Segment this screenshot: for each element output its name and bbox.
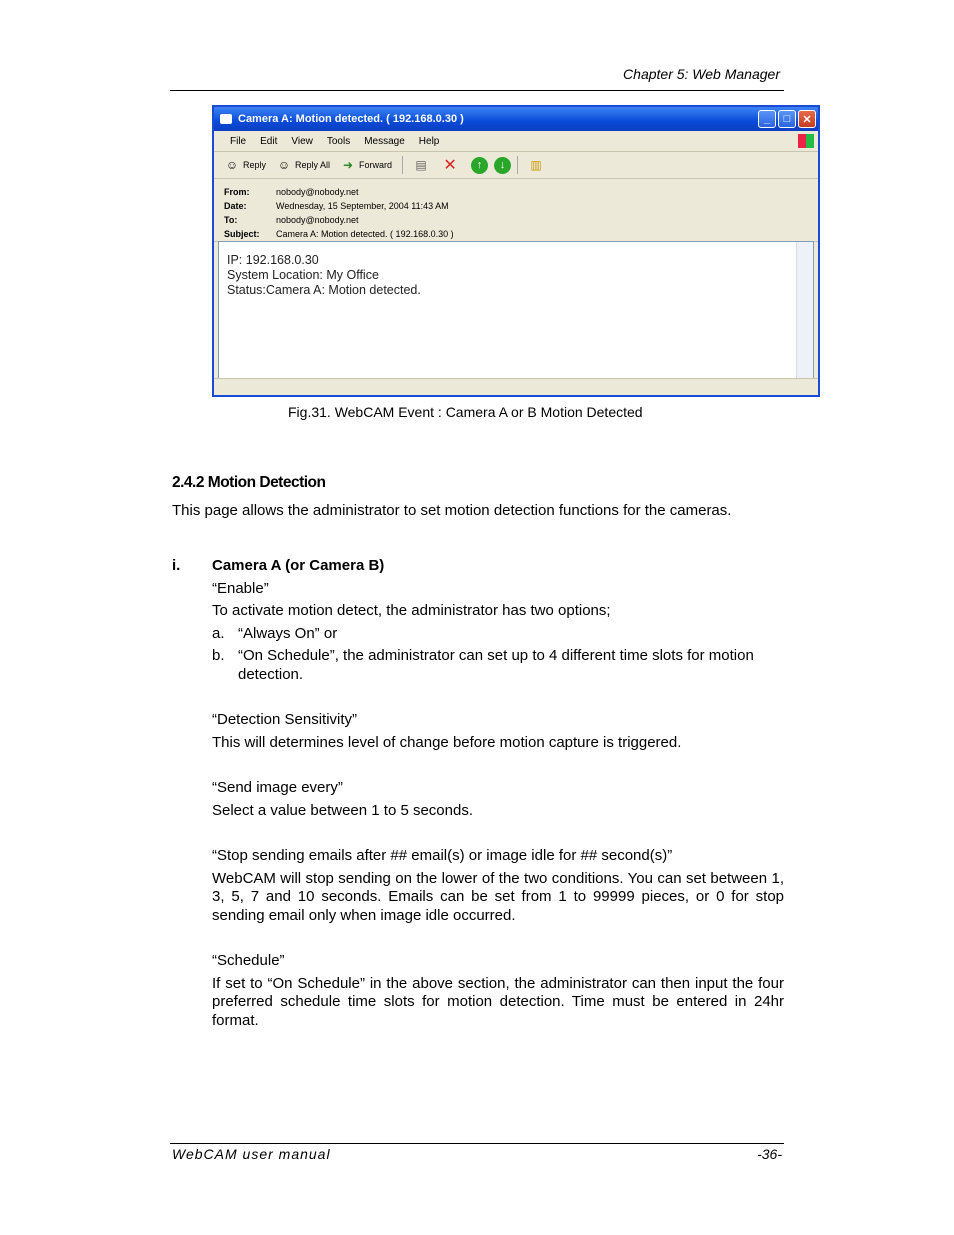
minimize-button[interactable]: _: [758, 110, 776, 128]
vertical-scrollbar[interactable]: [796, 242, 813, 378]
option-b: [212, 647, 784, 684]
menu-help[interactable]: Help: [418, 135, 440, 147]
option-a: [212, 625, 784, 644]
option-a-marker: a.: [212, 624, 225, 642]
forward-button[interactable]: [340, 158, 392, 172]
message-headers: [214, 179, 818, 242]
address-book-icon: ▥: [530, 158, 542, 172]
date-label: Date:: [224, 201, 247, 211]
next-down-arrow-icon[interactable]: ↓: [494, 157, 511, 174]
menu-edit[interactable]: Edit: [260, 135, 278, 147]
body-line-status: Status:Camera A: Motion detected.: [227, 283, 421, 297]
reply-label: Reply: [243, 160, 267, 170]
stop-sending-desc: WebCAM will stop sending on the lower of the two conditions. You can set between 1, 3, 5, 7 and 10 seconds. Emails can be set from 1 to 99999 pieces, or 0 for stop sending email only when image idle occurred.: [212, 869, 784, 924]
item-title: Camera A (or Camera B): [212, 557, 385, 574]
option-b-marker: b.: [212, 647, 225, 664]
option-b-text: “On Schedule”, the administrator can set up to 4 different time slots for motion detection.: [238, 647, 754, 683]
menu-view[interactable]: View: [291, 135, 313, 147]
toolbar-separator: [402, 156, 403, 174]
to-label: To:: [224, 215, 238, 225]
figure-caption: Fig.31. WebCAM Event : Camera A or B Motion Detected: [288, 404, 643, 420]
item-marker: i.: [172, 557, 181, 574]
to-value: nobody@nobody.net: [276, 215, 359, 225]
email-window: [212, 105, 820, 397]
header-rule: [170, 90, 784, 91]
addresses-button[interactable]: [528, 158, 547, 172]
page-number: -36-: [757, 1146, 782, 1162]
stop-sending-term: “Stop sending emails after ## email(s) or image idle for ## second(s)”: [212, 847, 673, 864]
body-line-ip: IP: 192.168.0.30: [227, 253, 319, 267]
footer-rule: [170, 1143, 784, 1144]
reply-all-icon: ☺: [277, 158, 291, 172]
section-intro: This page allows the administrator to set motion detection functions for the cameras.: [172, 502, 732, 519]
enable-term: “Enable”: [212, 579, 269, 597]
from-label: From:: [224, 187, 250, 197]
item-heading: [172, 557, 784, 576]
send-every-desc: Select a value between 1 to 5 seconds.: [212, 801, 474, 819]
section-content: [172, 557, 784, 1034]
section-heading: 2.4.2 Motion Detection: [172, 474, 326, 491]
delete-x-icon: ✕: [443, 157, 457, 174]
from-value: nobody@nobody.net: [276, 187, 359, 197]
reply-button[interactable]: [224, 158, 266, 172]
menu-tools[interactable]: Tools: [326, 135, 351, 147]
reply-all-label: Reply All: [295, 160, 331, 170]
printer-icon: ▤: [415, 158, 427, 172]
schedule-term: “Schedule”: [212, 952, 285, 969]
toolbar-separator-2: [517, 156, 518, 174]
title-bar: [214, 107, 818, 131]
close-button[interactable]: ✕: [798, 110, 816, 128]
enable-desc: To activate motion detect, the administrator has two options;: [212, 602, 611, 619]
menu-message[interactable]: Message: [364, 135, 405, 147]
window-title: Camera A: Motion detected. ( 192.168.0.30 ): [238, 113, 464, 125]
body-line-location: System Location: My Office: [227, 268, 379, 282]
menu-file[interactable]: File: [230, 135, 247, 147]
subject-value: Camera A: Motion detected. ( 192.168.0.30 ): [276, 229, 454, 239]
subject-label: Subject:: [224, 229, 260, 239]
reply-icon: ☺: [225, 158, 239, 172]
message-body[interactable]: [218, 241, 814, 379]
sensitivity-term: “Detection Sensitivity”: [212, 711, 358, 728]
forward-icon: ➜: [343, 158, 354, 172]
print-button[interactable]: [413, 158, 432, 172]
sensitivity-desc: This will determines level of change before motion capture is triggered.: [212, 733, 682, 751]
reply-all-button[interactable]: [276, 158, 330, 172]
toolbar: [214, 152, 818, 179]
send-every-term: “Send image every”: [212, 779, 343, 796]
maximize-button[interactable]: □: [778, 110, 796, 128]
envelope-icon: [220, 114, 232, 124]
delete-button[interactable]: [442, 158, 461, 172]
windows-flag-icon: [798, 134, 814, 148]
menu-bar: [214, 131, 818, 152]
previous-up-arrow-icon[interactable]: ↑: [471, 157, 488, 174]
footer-title: WebCAM user manual: [172, 1146, 331, 1162]
chapter-header: Chapter 5: Web Manager: [623, 66, 780, 82]
forward-label: Forward: [359, 160, 393, 170]
date-value: Wednesday, 15 September, 2004 11:43 AM: [276, 201, 449, 211]
schedule-desc: If set to “On Schedule” in the above section, the administrator can then input the four preferred schedule time slots for motion detection. Time must be entered in 24hr format.: [212, 974, 784, 1029]
status-bar: [214, 378, 818, 395]
option-a-text: “Always On” or: [238, 624, 338, 642]
